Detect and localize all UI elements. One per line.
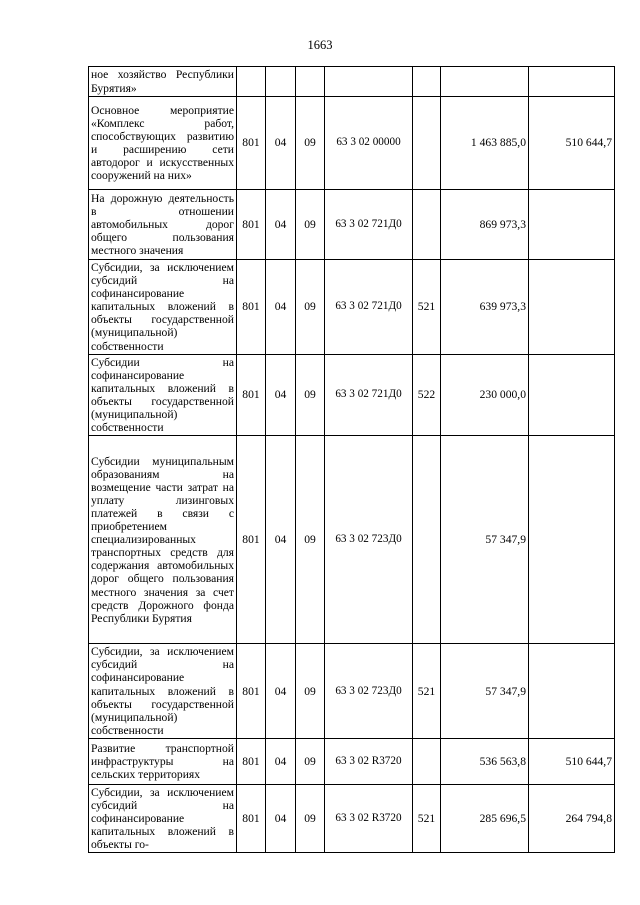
row-amount-federal — [529, 260, 615, 355]
row-amount-total: 285 696,5 — [441, 784, 529, 852]
row-description: Развитие транспортной инфраструктуры на сельских территориях — [89, 738, 237, 784]
row-amount-total — [441, 67, 529, 97]
row-amount-total: 57 347,9 — [441, 644, 529, 739]
row-target-article: 63 3 02 721Д0 — [325, 190, 413, 260]
row-amount-federal: 510 644,7 — [529, 97, 615, 190]
row-description: Субсидии, за исключением субсидий на софинансирование капитальных вложений в объекты государственной (муниципальной) собственности — [89, 260, 237, 355]
page-number: 1663 — [307, 38, 333, 52]
table-row — [89, 67, 615, 97]
row-description: ное хозяйство Республики Бурятия» — [89, 67, 237, 97]
table-row — [89, 644, 615, 739]
row-grbs-code: 801 — [237, 260, 266, 355]
row-subsection-code: 09 — [296, 738, 325, 784]
row-section-code: 04 — [266, 784, 296, 852]
row-section-code: 04 — [266, 738, 296, 784]
row-expense-type — [413, 67, 441, 97]
row-grbs-code: 801 — [237, 784, 266, 852]
row-expense-type — [413, 97, 441, 190]
row-expense-type: 521 — [413, 784, 441, 852]
table-row — [89, 97, 615, 190]
row-subsection-code: 09 — [296, 436, 325, 644]
row-amount-federal — [529, 436, 615, 644]
row-target-article: 63 3 02 721Д0 — [325, 354, 413, 436]
row-amount-total: 869 973,3 — [441, 190, 529, 260]
row-section-code — [266, 67, 296, 97]
table-row — [89, 738, 615, 784]
table-row — [89, 260, 615, 355]
row-section-code: 04 — [266, 436, 296, 644]
row-target-article: 63 3 02 721Д0 — [325, 260, 413, 355]
row-grbs-code: 801 — [237, 644, 266, 739]
table-row — [89, 436, 615, 644]
row-subsection-code: 09 — [296, 190, 325, 260]
row-description: Основное мероприятие «Комплекс работ, способствующих развитию и расширению сети автодорог и искусственных сооружений на них» — [89, 97, 237, 190]
row-subsection-code: 09 — [296, 97, 325, 190]
row-subsection-code: 09 — [296, 784, 325, 852]
row-amount-federal: 510 644,7 — [529, 738, 615, 784]
row-expense-type — [413, 738, 441, 784]
row-target-article: 63 3 02 00000 — [325, 97, 413, 190]
row-description: На дорожную деятельность в отношении автомобильных дорог общего пользования местного значения — [89, 190, 237, 260]
row-subsection-code: 09 — [296, 354, 325, 436]
row-description: Субсидии, за исключением субсидий на софинансирование капитальных вложений в объекты го- — [89, 784, 237, 852]
row-section-code: 04 — [266, 260, 296, 355]
row-expense-type — [413, 190, 441, 260]
table-row — [89, 354, 615, 436]
row-section-code: 04 — [266, 354, 296, 436]
row-expense-type: 522 — [413, 354, 441, 436]
row-amount-federal — [529, 190, 615, 260]
row-grbs-code: 801 — [237, 97, 266, 190]
row-target-article: 63 3 02 723Д0 — [325, 644, 413, 739]
row-amount-total: 230 000,0 — [441, 354, 529, 436]
row-target-article: 63 3 02 723Д0 — [325, 436, 413, 644]
row-grbs-code: 801 — [237, 436, 266, 644]
row-subsection-code — [296, 67, 325, 97]
row-amount-federal: 264 794,8 — [529, 784, 615, 852]
row-subsection-code: 09 — [296, 260, 325, 355]
row-section-code: 04 — [266, 644, 296, 739]
row-grbs-code: 801 — [237, 190, 266, 260]
row-expense-type: 521 — [413, 644, 441, 739]
row-description: Субсидии на софинансирование капитальных вложений в объекты государственной (муниципальной) собственности — [89, 354, 237, 436]
row-amount-total: 1 463 885,0 — [441, 97, 529, 190]
row-amount-federal — [529, 67, 615, 97]
row-expense-type — [413, 436, 441, 644]
row-description: Субсидии, за исключением субсидий на софинансирование капитальных вложений в объекты государственной (муниципальной) собственности — [89, 644, 237, 739]
row-amount-total: 639 973,3 — [441, 260, 529, 355]
row-grbs-code: 801 — [237, 738, 266, 784]
row-grbs-code: 801 — [237, 354, 266, 436]
row-section-code: 04 — [266, 97, 296, 190]
table-row — [89, 784, 615, 852]
row-amount-total: 536 563,8 — [441, 738, 529, 784]
row-description: Субсидии муниципальным образованиям на возмещение части затрат на уплату лизинговых платежей в связи с приобретением специализированных транспортных средств для содержания автомобильных дорог общего пользования местного значения за счет средств Дорожного фонда Республики Бурятия — [89, 436, 237, 644]
row-target-article: 63 3 02 R3720 — [325, 738, 413, 784]
row-expense-type: 521 — [413, 260, 441, 355]
table-row — [89, 190, 615, 260]
row-grbs-code — [237, 67, 266, 97]
budget-table — [88, 66, 615, 853]
row-subsection-code: 09 — [296, 644, 325, 739]
row-target-article: 63 3 02 R3720 — [325, 784, 413, 852]
row-target-article — [325, 67, 413, 97]
row-amount-total: 57 347,9 — [441, 436, 529, 644]
row-amount-federal — [529, 354, 615, 436]
row-section-code: 04 — [266, 190, 296, 260]
row-amount-federal — [529, 644, 615, 739]
